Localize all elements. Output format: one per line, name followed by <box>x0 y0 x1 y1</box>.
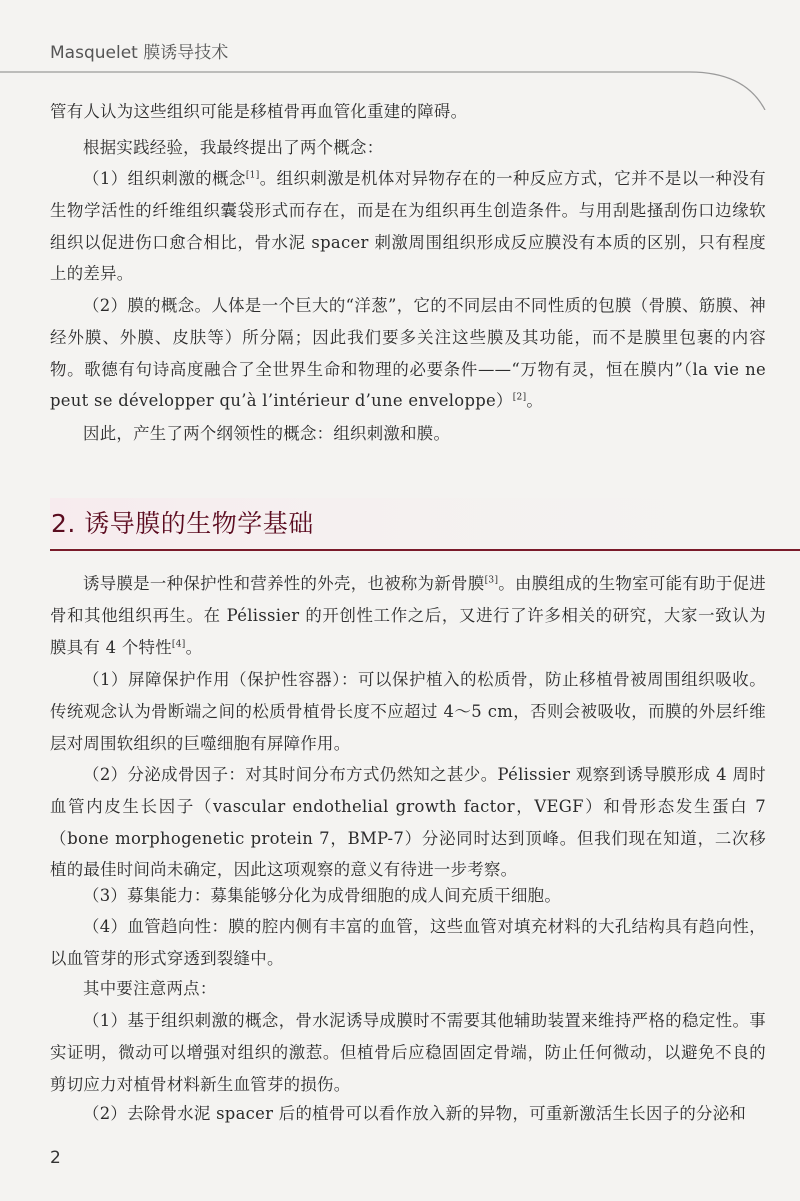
paragraph-note-2: （2）去除骨水泥 spacer 后的植骨可以看作放入新的异物，可重新激活生长因子的分泌和 <box>83 1104 747 1123</box>
paragraph-text: 诱导膜是一种保护性和营养性的外壳，也被称为新骨膜 <box>83 574 485 593</box>
paragraph-property-1: （1）屏障保护作用（保护性容器）：可以保护植入的松质骨，防止移植骨被周围组织吸收。传统观念认为骨断端之间的松质骨植骨长度不应超过 4～5 cm，否则会被吸收，而膜的外层纤维层对周围软组织的巨噬细胞有屏障作用。 <box>50 670 766 753</box>
paragraph-text: 。 <box>526 391 544 411</box>
paragraph-intro: 根据实践经验，我最终提出了两个概念： <box>83 138 384 157</box>
running-header: Masquelet 膜诱导技术 <box>50 43 229 63</box>
paragraph-property-4: （4）血管趋向性：膜的腔内侧有丰富的血管，这些血管对填充材料的大孔结构具有趋向性，以血管芽的形式穿透到裂缝中。 <box>50 917 766 968</box>
paragraph-text: （1）组织刺激的概念 <box>83 169 246 188</box>
paragraph-induced-membrane <box>50 568 766 663</box>
paragraph-text: （2）膜的概念。人体是一个巨大的“洋葱”，它的不同层由不同性质的包膜（骨膜、筋膜、神经外膜、外膜、皮肤等）所分隔；因此我们要多关注这些膜及其功能，而不是膜里包裹的内容物。歌德有句诗高度融合了全世界生命和物理的必要条件——“万物有灵，恒在膜内”（la vie ne peut se développer qu’à l’intérieur d’une enveloppe） <box>50 296 766 411</box>
citation-4: [4] <box>171 639 186 650</box>
paragraph-notes-intro: 其中要注意两点： <box>83 979 217 998</box>
paragraph-note-1: （1）基于组织刺激的概念，骨水泥诱导成膜时不需要其他辅助装置来维持严格的稳定性。事实证明，微动可以增强对组织的激惹。但植骨后应稳固固定骨端，防止任何微动，以避免不良的剪切应力对植骨材料新生血管芽的损伤。 <box>50 1011 766 1094</box>
paragraph-text: 。由膜组成的生物室可能有助于促进骨和其他组织再生。在 Pélissier 的开创性工作之后，又进行了许多相关的研究，大家一致认为膜具有 4 个特性 <box>50 574 766 657</box>
paragraph-concept-1 <box>50 163 766 290</box>
citation-1: [1] <box>245 170 260 181</box>
paragraph-concept-2 <box>50 290 766 417</box>
citation-3: [3] <box>484 575 499 586</box>
paragraph-property-2: （2）分泌成骨因子：对其时间分布方式仍然知之甚少。Pélissier 观察到诱导膜形成 4 周时血管内皮生长因子（vascular endothelial growth factor，VEGF）和骨形态发生蛋白 7（bone morphogenetic protein 7，BMP-7）分泌同时达到顶峰。但我们现在知道，二次移植的最佳时间尚未确定，因此这项观察的意义有待进一步考察。 <box>50 765 766 880</box>
paragraph-continued: 管有人认为这些组织可能是移植骨再血管化重建的障碍。 <box>50 102 468 121</box>
section-title: 2. 诱导膜的生物学基础 <box>51 509 314 538</box>
section-rule <box>50 549 800 551</box>
paragraph-text: 。 <box>185 637 203 657</box>
paragraph-text: 。组织刺激是机体对异物存在的一种反应方式，它并不是以一种没有生物学活性的纤维组织囊袋形式而存在，而是在为组织再生创造条件。与用刮匙搔刮伤口边缘软组织以促进伤口愈合相比，骨水泥 spacer 刺激周围组织形成反应膜没有本质的区别，只有程度上的差异。 <box>50 169 767 284</box>
paragraph-conclusion: 因此，产生了两个纲领性的概念：组织刺激和膜。 <box>83 424 451 443</box>
citation-2: [2] <box>512 392 527 403</box>
page-number: 2 <box>50 1148 61 1168</box>
paragraph-property-3: （3）募集能力：募集能够分化为成骨细胞的成人间充质干细胞。 <box>83 886 562 905</box>
